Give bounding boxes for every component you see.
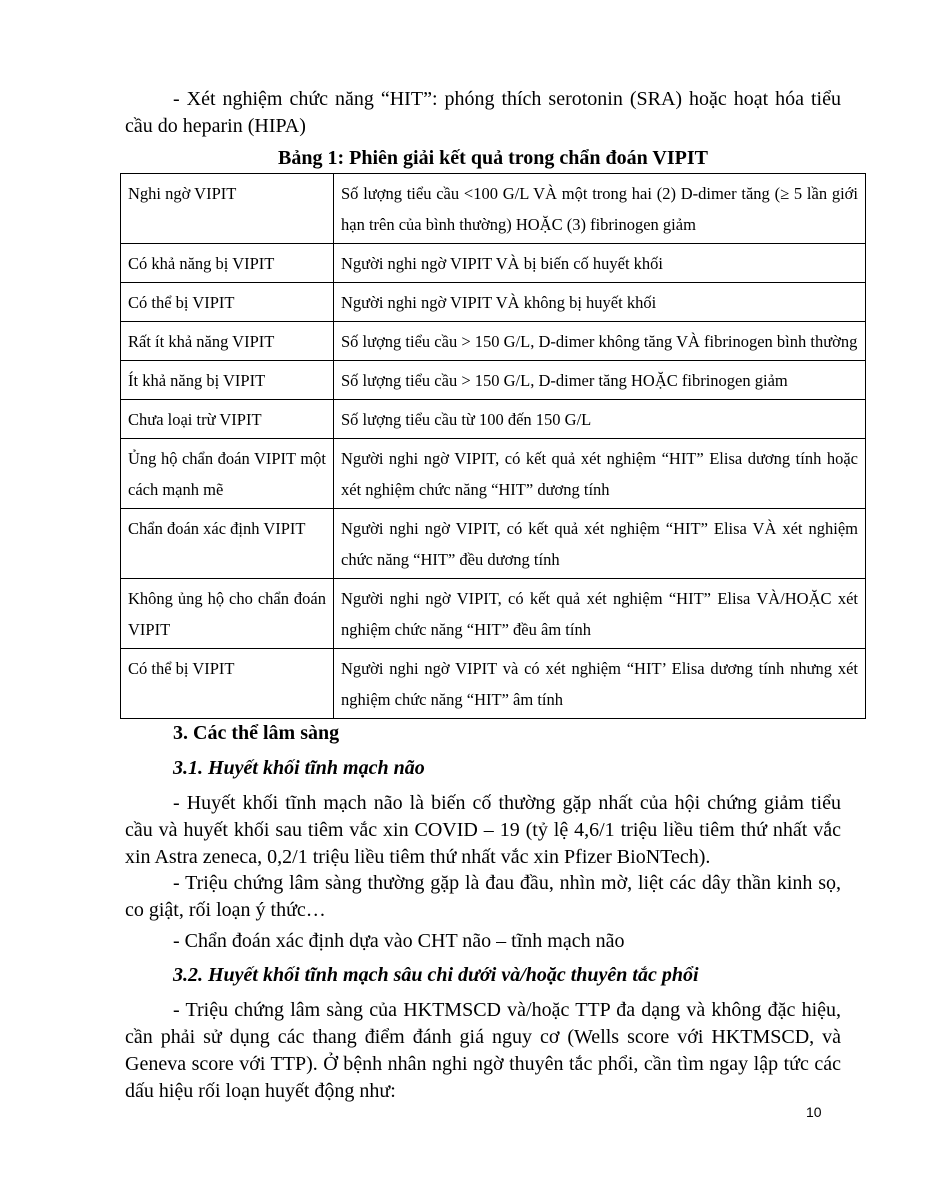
row-label: Chưa loại trừ VIPIT <box>121 400 334 439</box>
row-label: Không ủng hộ cho chẩn đoán VIPIT <box>121 579 334 649</box>
table-row <box>121 509 866 579</box>
row-description: Người nghi ngờ VIPIT VÀ không bị huyết khối <box>334 283 866 322</box>
table-row <box>121 322 866 361</box>
row-label: Có thể bị VIPIT <box>121 283 334 322</box>
vipit-interpretation-table <box>120 173 866 719</box>
row-label: Có thể bị VIPIT <box>121 649 334 719</box>
row-description: Người nghi ngờ VIPIT, có kết quả xét nghiệm “HIT” Elisa dương tính hoặc xét nghiệm chức năng “HIT” dương tính <box>334 439 866 509</box>
table-row <box>121 174 866 244</box>
table-title: Bảng 1: Phiên giải kết quả trong chẩn đoán VIPIT <box>278 147 708 169</box>
section-heading: 3. Các thể lâm sàng <box>173 722 340 744</box>
row-label: Rất ít khả năng VIPIT <box>121 322 334 361</box>
row-label: Ủng hộ chẩn đoán VIPIT một cách mạnh mẽ <box>121 439 334 509</box>
table-row <box>121 244 866 283</box>
row-description: Người nghi ngờ VIPIT VÀ bị biến cố huyết khối <box>334 244 866 283</box>
row-label: Nghi ngờ VIPIT <box>121 174 334 244</box>
table-row <box>121 283 866 322</box>
row-label: Có khả năng bị VIPIT <box>121 244 334 283</box>
table-row <box>121 649 866 719</box>
table-row <box>121 361 866 400</box>
intro-paragraph: - Xét nghiệm chức năng “HIT”: phóng thích serotonin (SRA) hoặc hoạt hóa tiểu cầu do heparin (HIPA) <box>125 88 841 137</box>
paragraph-cerebral-2: - Triệu chứng lâm sàng thường gặp là đau đầu, nhìn mờ, liệt các dây thần kinh sọ, co giật, rối loạn ý thức… <box>125 872 841 921</box>
row-description: Người nghi ngờ VIPIT và có xét nghiệm “HIT’ Elisa dương tính nhưng xét nghiệm chức năng “HIT” âm tính <box>334 649 866 719</box>
subsection-heading-cerebral: 3.1. Huyết khối tĩnh mạch não <box>173 757 425 779</box>
row-label: Chẩn đoán xác định VIPIT <box>121 509 334 579</box>
row-description: Số lượng tiểu cầu > 150 G/L, D-dimer tăng HOẶC fibrinogen giảm <box>334 361 866 400</box>
subsection-heading-dvt: 3.2. Huyết khối tĩnh mạch sâu chi dưới và/hoặc thuyên tắc phổi <box>173 964 699 986</box>
row-label: Ít khả năng bị VIPIT <box>121 361 334 400</box>
paragraph-dvt-1: - Triệu chứng lâm sàng của HKTMSCD và/hoặc TTP đa dạng và không đặc hiệu, cần phải sử dụng các thang điểm đánh giá nguy cơ (Wells score với HKTMSCD, và Geneva score với TTP). Ở bệnh nhân nghi ngờ thuyên tắc phổi, cần tìm ngay lập tức các dấu hiệu rối loạn huyết động như: <box>125 999 841 1102</box>
paragraph-cerebral-3: - Chẩn đoán xác định dựa vào CHT não – tĩnh mạch não <box>173 930 625 952</box>
row-description: Số lượng tiểu cầu <100 G/L VÀ một trong hai (2) D-dimer tăng (≥ 5 lần giới hạn trên của bình thường) HOẶC (3) fibrinogen giảm <box>334 174 866 244</box>
paragraph-cerebral-1: - Huyết khối tĩnh mạch não là biến cố thường gặp nhất của hội chứng giảm tiểu cầu và huyết khối sau tiêm vắc xin COVID – 19 (tỷ lệ 4,6/1 triệu liều tiêm thứ nhất vắc xin Astra zeneca, 0,2/1 triệu liều tiêm thứ nhất vắc xin Pfizer BioNTech). <box>125 792 841 868</box>
table-row <box>121 579 866 649</box>
table-row <box>121 439 866 509</box>
row-description: Số lượng tiểu cầu > 150 G/L, D-dimer không tăng VÀ fibrinogen bình thường <box>334 322 866 361</box>
table-row <box>121 400 866 439</box>
page-number: 10 <box>806 1104 822 1120</box>
row-description: Người nghi ngờ VIPIT, có kết quả xét nghiệm “HIT” Elisa VÀ/HOẶC xét nghiệm chức năng “HIT” đều âm tính <box>334 579 866 649</box>
row-description: Người nghi ngờ VIPIT, có kết quả xét nghiệm “HIT” Elisa VÀ xét nghiệm chức năng “HIT” đều dương tính <box>334 509 866 579</box>
row-description: Số lượng tiểu cầu từ 100 đến 150 G/L <box>334 400 866 439</box>
